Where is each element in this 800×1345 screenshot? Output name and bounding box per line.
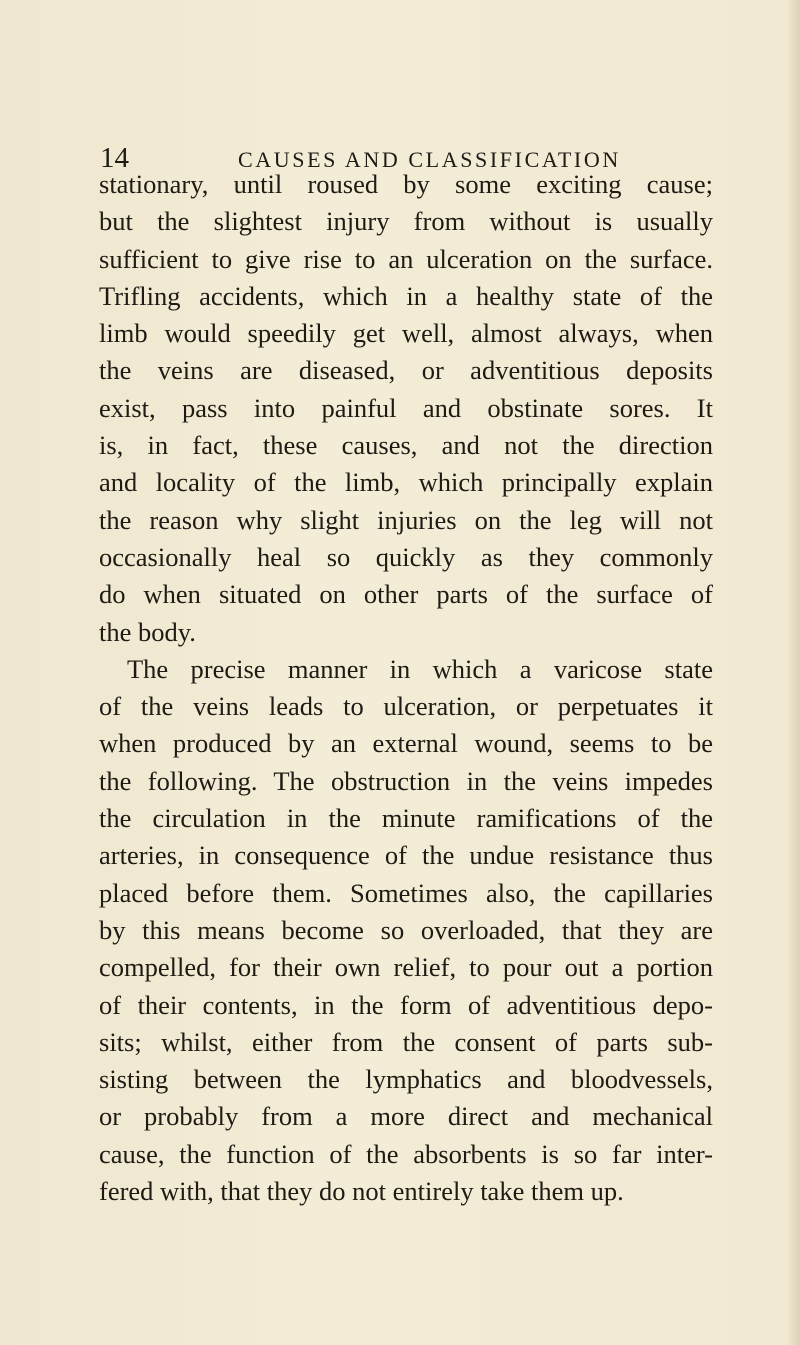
- text-line: the body.: [99, 616, 196, 647]
- text-line: stationary, until roused by some exciting cause;: [99, 169, 713, 199]
- body-text: [99, 166, 713, 1210]
- text-line: the following. The obstruction in the veins impedes: [99, 765, 713, 796]
- paragraph-start-line: The precise manner in which a varicose state: [127, 653, 713, 684]
- text-line: limb would speedily get well, almost always, when: [99, 318, 713, 349]
- text-line: the veins are diseased, or adventitious deposits: [99, 355, 713, 386]
- text-line: cause, the function of the absorbents is so far inter-: [99, 1138, 713, 1169]
- text-line: of the veins leads to ulceration, or perpetuates it: [99, 691, 713, 722]
- text-line: do when situated on other parts of the surface of: [99, 579, 713, 610]
- text-line: exist, pass into painful and obstinate sores. It: [99, 392, 713, 423]
- page-number: 14: [100, 142, 129, 174]
- text-line: arteries, in consequence of the undue resistance thus: [99, 840, 713, 871]
- text-line: sisting between the lymphatics and bloodvessels,: [99, 1064, 713, 1095]
- text-line: by this means become so overloaded, that they are: [99, 914, 713, 945]
- text-line: occasionally heal so quickly as they commonly: [99, 541, 713, 572]
- text-line: placed before them. Sometimes also, the capillaries: [99, 877, 713, 908]
- text-line: but the slightest injury from without is usually: [99, 206, 713, 237]
- page-edge-shadow: [786, 0, 800, 1345]
- text-line: the circulation in the minute ramifications of the: [99, 803, 713, 834]
- text-line: and locality of the limb, which principally explain: [99, 467, 713, 498]
- text-line: of their contents, in the form of adventitious depo-: [99, 989, 713, 1020]
- text-line: when produced by an external wound, seems to be: [99, 728, 713, 759]
- text-line: the reason why slight injuries on the leg will not: [99, 504, 713, 535]
- text-line: or probably from a more direct and mechanical: [99, 1101, 713, 1132]
- text-line: sits; whilst, either from the consent of parts sub-: [99, 1026, 713, 1057]
- text-line: sufficient to give rise to an ulceration on the surface.: [99, 243, 713, 274]
- running-head: CAUSES AND CLASSIFICATION: [238, 147, 621, 172]
- text-line: Trifling accidents, which in a healthy state of the: [99, 280, 713, 311]
- text-line: is, in fact, these causes, and not the direction: [99, 430, 713, 461]
- text-line: compelled, for their own relief, to pour out a portion: [99, 952, 713, 983]
- text-line: fered with, that they do not entirely take them up.: [99, 1176, 624, 1207]
